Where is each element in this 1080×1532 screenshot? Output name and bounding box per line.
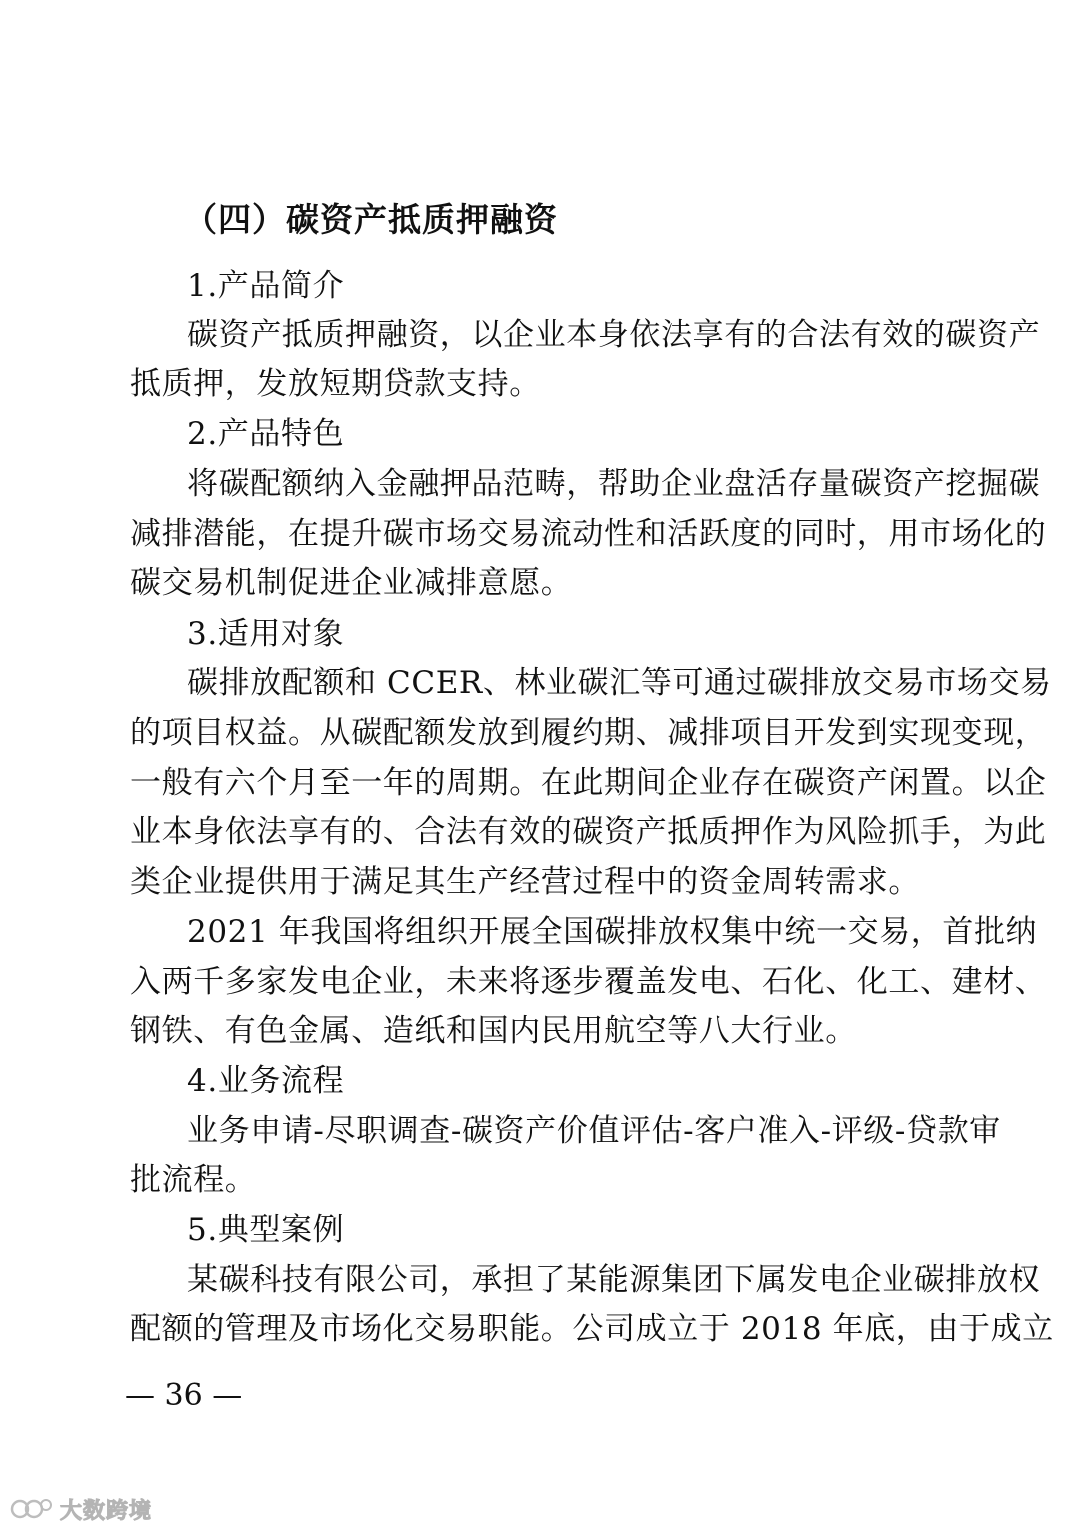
paragraph-line: 某碳科技有限公司，承担了某能源集团下属发电企业碳排放权 bbox=[187, 1262, 1041, 1298]
paragraph-line: 业本身依法享有的、合法有效的碳资产抵质押作为风险抓手，为此 bbox=[130, 814, 1047, 850]
paragraph-line: 2021 年我国将组织开展全国碳排放权集中统一交易，首批纳 bbox=[187, 914, 1038, 950]
paragraph-line: 类企业提供用于满足其生产经营过程中的资金周转需求。 bbox=[130, 864, 920, 900]
page-number: — 36 — bbox=[125, 1378, 243, 1413]
paragraph-line: 将碳配额纳入金融押品范畴，帮助企业盘活存量碳资产挖掘碳 bbox=[187, 466, 1041, 502]
paragraph-line: 钢铁、有色金属、造纸和国内民用航空等八大行业。 bbox=[130, 1013, 857, 1049]
paragraph-line: 业务申请-尽职调查-碳资产价值评估-客户准入-评级-贷款审 bbox=[187, 1113, 1001, 1149]
target-heading: 3.适用对象 bbox=[187, 616, 345, 652]
paragraph-line: 入两千多家发电企业，未来将逐步覆盖发电、石化、化工、建材、 bbox=[130, 964, 1047, 1000]
process-heading: 4.业务流程 bbox=[187, 1063, 345, 1099]
paragraph-line: 的项目权益。从碳配额发放到履约期、减排项目开发到实现变现， bbox=[130, 715, 1047, 751]
paragraph-line: 一般有六个月至一年的周期。在此期间企业存在碳资产闲置。以企 bbox=[130, 765, 1047, 801]
paragraph-line: 减排潜能，在提升碳市场交易流动性和活跃度的同时，用市场化的 bbox=[130, 516, 1047, 552]
paragraph-line: 碳资产抵质押融资，以企业本身依法享有的合法有效的碳资产 bbox=[187, 317, 1041, 353]
paragraph-line: 碳交易机制促进企业减排意愿。 bbox=[130, 565, 573, 601]
paragraph-line: 配额的管理及市场化交易职能。公司成立于 2018 年底，由于成立 bbox=[130, 1311, 1054, 1347]
paragraph-line: 批流程。 bbox=[130, 1162, 257, 1198]
intro-heading: 1.产品简介 bbox=[187, 268, 345, 304]
watermark bbox=[10, 1492, 152, 1526]
brand-logo-icon bbox=[10, 1494, 54, 1524]
section-title: （四）碳资产抵质押融资 bbox=[184, 200, 558, 239]
paragraph-line: 碳排放配额和 CCER、林业碳汇等可通过碳排放交易市场交易 bbox=[187, 665, 1052, 701]
features-heading: 2.产品特色 bbox=[187, 416, 345, 452]
case-heading: 5.典型案例 bbox=[187, 1212, 345, 1248]
paragraph-line: 抵质押，发放短期贷款支持。 bbox=[130, 366, 541, 402]
watermark-text: 大数跨境 bbox=[60, 1498, 153, 1524]
